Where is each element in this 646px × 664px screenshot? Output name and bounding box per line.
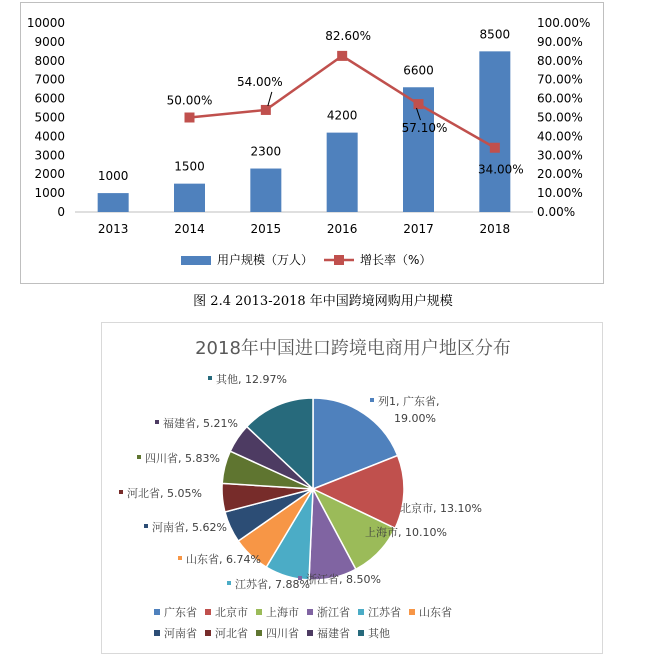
legend-label: 河南省	[164, 627, 197, 640]
legend-label: 其他	[368, 627, 390, 640]
legend-swatch	[358, 609, 364, 615]
legend-label: 浙江省	[317, 606, 350, 619]
slice-label-key	[119, 490, 123, 494]
right-axis-tick-label: 10.00%	[537, 186, 583, 201]
left-axis-tick-label: 6000	[34, 91, 65, 106]
legend-label: 福建省	[317, 627, 350, 640]
right-axis-tick-label: 80.00%	[537, 53, 583, 68]
legend-swatch	[307, 609, 313, 615]
left-axis-tick-label: 1000	[34, 186, 65, 201]
bar-chart	[21, 3, 605, 285]
legend-label: 上海市	[266, 606, 299, 619]
legend-swatch	[256, 609, 262, 615]
bar	[327, 133, 358, 212]
bar-data-label: 2300	[250, 144, 282, 159]
pie-chart-title: 2018年中国进口跨境电商用户地区分布	[195, 338, 511, 359]
growth-rate-marker	[185, 113, 195, 123]
slice-data-label: 河南省, 5.62%	[152, 521, 227, 534]
growth-rate-data-label: 57.10%	[401, 121, 448, 136]
right-axis-tick-label: 40.00%	[537, 129, 583, 144]
bar-data-label: 4200	[326, 108, 358, 123]
legend-line-marker	[334, 255, 344, 265]
legend-swatch	[154, 630, 160, 636]
right-axis-tick-label: 30.00%	[537, 148, 583, 163]
left-axis-tick-label: 5000	[34, 110, 65, 125]
slice-label-key	[357, 529, 361, 533]
slice-label-key	[208, 376, 212, 380]
bar	[250, 169, 281, 212]
slice-data-label: 上海市, 10.10%	[365, 526, 447, 539]
legend-swatch	[358, 630, 364, 636]
slice-data-label: 浙江省, 8.50%	[306, 573, 381, 586]
slice-label-key	[370, 398, 374, 402]
bar	[98, 193, 129, 212]
x-axis-tick-label: 2015	[250, 222, 282, 236]
legend-swatch	[205, 630, 211, 636]
legend-label: 广东省	[164, 606, 197, 619]
left-axis-tick-label: 8000	[34, 53, 65, 68]
right-axis-tick-label: 70.00%	[537, 72, 583, 87]
right-axis-tick-label: 100.00%	[537, 16, 591, 30]
bar	[174, 184, 205, 212]
growth-rate-marker	[414, 99, 424, 109]
left-axis-tick-label: 0	[57, 205, 65, 219]
legend-label: 四川省	[266, 627, 299, 640]
slice-label-key	[178, 556, 182, 560]
growth-rate-marker	[261, 105, 271, 115]
legend-label: 江苏省	[368, 606, 401, 619]
growth-rate-data-label: 50.00%	[166, 93, 213, 108]
slice-data-label: 北京市, 13.10%	[400, 502, 482, 515]
growth-rate-data-label: 82.60%	[325, 28, 372, 43]
legend-label: 山东省	[419, 606, 452, 619]
bar-chart-container	[20, 2, 604, 284]
slice-data-label: 河北省, 5.05%	[127, 487, 202, 500]
slice-label-key	[155, 420, 159, 424]
left-axis-tick-label: 4000	[34, 129, 65, 144]
x-axis-tick-label: 2018	[479, 222, 511, 236]
slice-data-label: 山东省, 6.74%	[186, 553, 261, 566]
slice-data-label: 列1, 广东省,	[378, 395, 440, 408]
legend-swatch	[307, 630, 313, 636]
bar	[479, 51, 510, 212]
legend-swatch	[409, 609, 415, 615]
slice-data-label: 19.00%	[394, 412, 436, 425]
right-axis-tick-label: 50.00%	[537, 110, 583, 125]
right-axis-tick-label: 60.00%	[537, 91, 583, 106]
legend-bar-label: 用户规模（万人）	[217, 253, 314, 267]
legend-swatch	[256, 630, 262, 636]
pie-chart-container	[101, 322, 603, 654]
bar-data-label: 1500	[174, 159, 205, 174]
legend-bar-swatch	[181, 256, 211, 265]
left-axis-tick-label: 9000	[34, 34, 65, 49]
label-leader-line	[268, 92, 272, 106]
legend-label: 河北省	[215, 627, 248, 640]
x-axis-tick-label: 2014	[174, 222, 205, 236]
slice-data-label: 福建省, 5.21%	[163, 417, 238, 430]
legend-swatch	[154, 609, 160, 615]
slice-label-key	[137, 455, 141, 459]
left-axis-tick-label: 2000	[34, 167, 65, 182]
left-axis-tick-label: 3000	[34, 148, 65, 163]
figure-caption: 图 2.4 2013-2018 年中国跨境网购用户规模	[193, 294, 453, 309]
legend-swatch	[205, 609, 211, 615]
bar-data-label: 8500	[479, 27, 511, 42]
left-axis-tick-label: 7000	[34, 72, 65, 87]
x-axis-tick-label: 2013	[97, 222, 129, 236]
right-axis-tick-label: 0.00%	[537, 205, 576, 219]
slice-data-label: 四川省, 5.83%	[145, 452, 220, 465]
x-axis-tick-label: 2017	[403, 222, 434, 236]
slice-data-label: 其他, 12.97%	[216, 373, 287, 386]
slice-data-label: 江苏省, 7.88%	[235, 578, 310, 591]
right-axis-tick-label: 20.00%	[537, 167, 583, 182]
legend-line-label: 增长率（%）	[360, 253, 432, 267]
slice-label-key	[144, 524, 148, 528]
growth-rate-marker	[490, 143, 500, 153]
growth-rate-data-label: 54.00%	[236, 74, 283, 89]
pie-chart	[102, 323, 604, 655]
legend-label: 北京市	[215, 606, 248, 619]
left-axis-tick-label: 10000	[26, 16, 65, 30]
bar-data-label: 1000	[97, 169, 129, 184]
bar-data-label: 6600	[403, 63, 434, 78]
right-axis-tick-label: 90.00%	[537, 34, 583, 49]
slice-label-key	[392, 505, 396, 509]
x-axis-tick-label: 2016	[326, 222, 358, 236]
growth-rate-marker	[337, 51, 347, 61]
growth-rate-data-label: 34.00%	[477, 162, 524, 177]
slice-label-key	[227, 581, 231, 585]
